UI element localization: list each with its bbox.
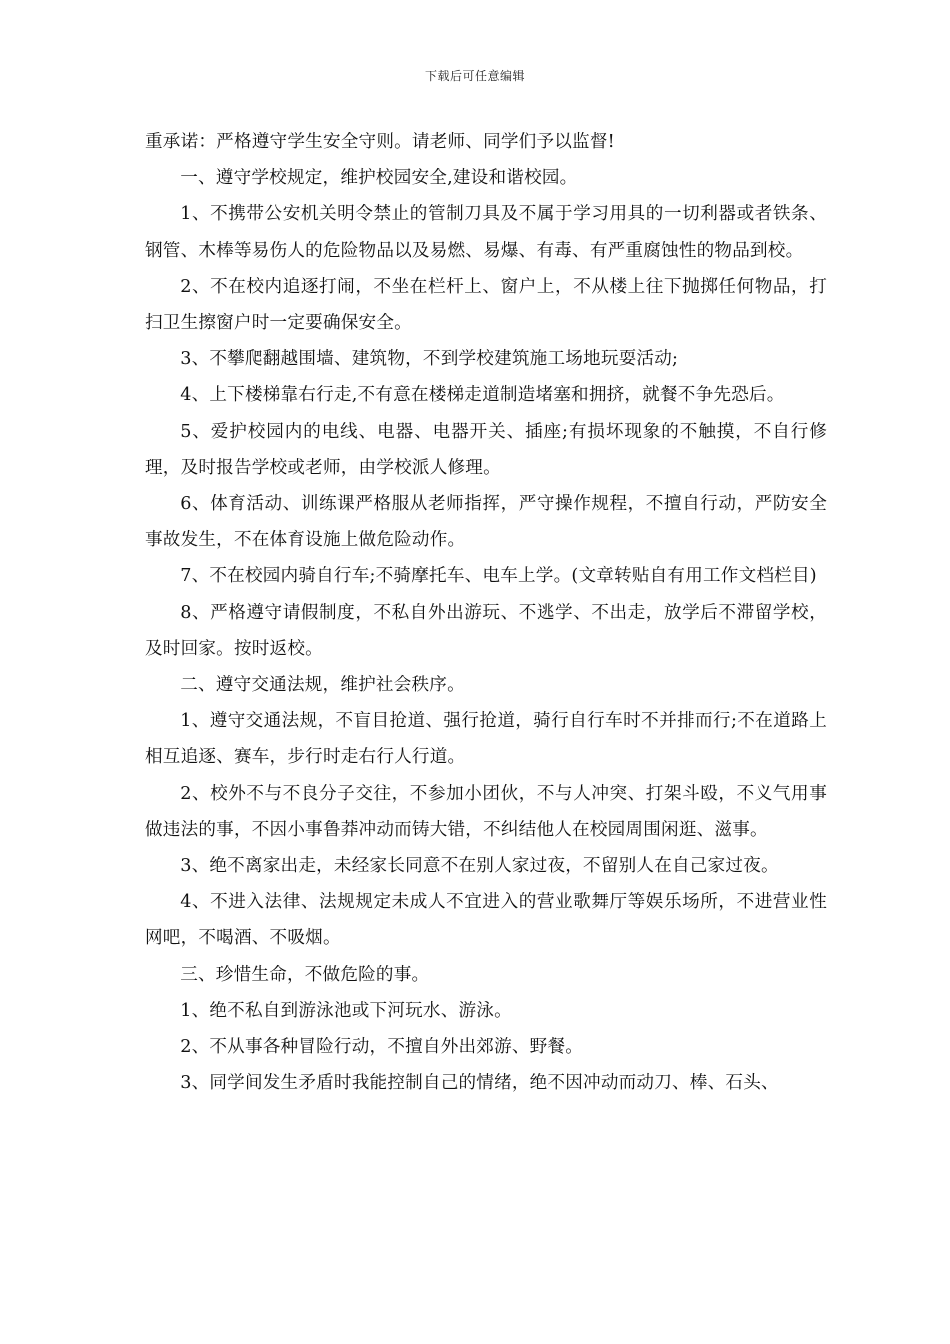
paragraph: 4、上下楼梯靠右行走,不有意在楼梯走道制造堵塞和拥挤，就餐不争先恐后。 [180, 385, 785, 406]
paragraph: 7、不在校园内骑自行车;不骑摩托车、电车上学。(文章转贴自有用工作文档栏目) [180, 566, 817, 587]
paragraph: 3、同学间发生矛盾时我能控制自己的情绪，绝不因冲动而动刀、棒、石头、 [180, 1073, 779, 1094]
paragraph: 一、遵守学校规定，维护校园安全,建设和谐校园。 [180, 168, 578, 189]
paragraph: 三、珍惜生命，不做危险的事。 [180, 964, 430, 985]
paragraph: 1、不携带公安机关明令禁止的管制刀具及不属于学习用具的一切利器或者铁条、钢管、木棒等易伤人的危险物品以及易燃、易爆、有毒、有严重腐蚀性的物品到校。 [145, 204, 827, 261]
paragraph: 重承诺：严格遵守学生安全守则。请老师、同学们予以监督! [145, 132, 615, 152]
paragraph: 8、严格遵守请假制度，不私自外出游玩、不逃学、不出走，放学后不滞留学校，及时回家。按时返校。 [145, 602, 827, 659]
paragraph: 2、不从事各种冒险行动，不擅自外出郊游、野餐。 [180, 1037, 584, 1058]
document-body [145, 124, 827, 1101]
paragraph: 二、遵守交通法规，维护社会秩序。 [180, 675, 465, 696]
paragraph: 1、绝不私自到游泳池或下河玩水、游泳。 [180, 1000, 512, 1021]
paragraph: 3、绝不离家出走，未经家长同意不在别人家过夜，不留别人在自己家过夜。 [180, 856, 779, 877]
paragraph: 2、不在校内追逐打闹，不坐在栏杆上、窗户上，不从楼上往下抛掷任何物品，打扫卫生擦窗户时一定要确保安全。 [145, 276, 827, 334]
paragraph: 6、体育活动、训练课严格服从老师指挥，严守操作规程，不擅自行动，严防安全事故发生，不在体育设施上做危险动作。 [145, 494, 827, 551]
paragraph: 2、校外不与不良分子交往，不参加小团伙，不与人冲突、打架斗殴，不义气用事做违法的事，不因小事鲁莽冲动而铸大错，不纠结他人在校园周围闲逛、滋事。 [145, 783, 827, 840]
paragraph: 3、不攀爬翻越围墙、建筑物，不到学校建筑施工场地玩耍活动; [180, 349, 679, 370]
page-header-note: 下载后可任意编辑 [424, 69, 525, 83]
paragraph: 5、爱护校园内的电线、电器、电器开关、插座;有损坏现象的不触摸，不自行修理，及时报告学校或老师，由学校派人修理。 [145, 421, 827, 478]
paragraph: 4、不进入法律、法规规定未成人不宜进入的营业歌舞厅等娱乐场所，不进营业性网吧，不喝酒、不吸烟。 [145, 892, 827, 949]
paragraph: 1、遵守交通法规，不盲目抢道、强行抢道，骑行自行车时不并排而行;不在道路上相互追逐、赛车，步行时走右行人行道。 [145, 711, 827, 768]
